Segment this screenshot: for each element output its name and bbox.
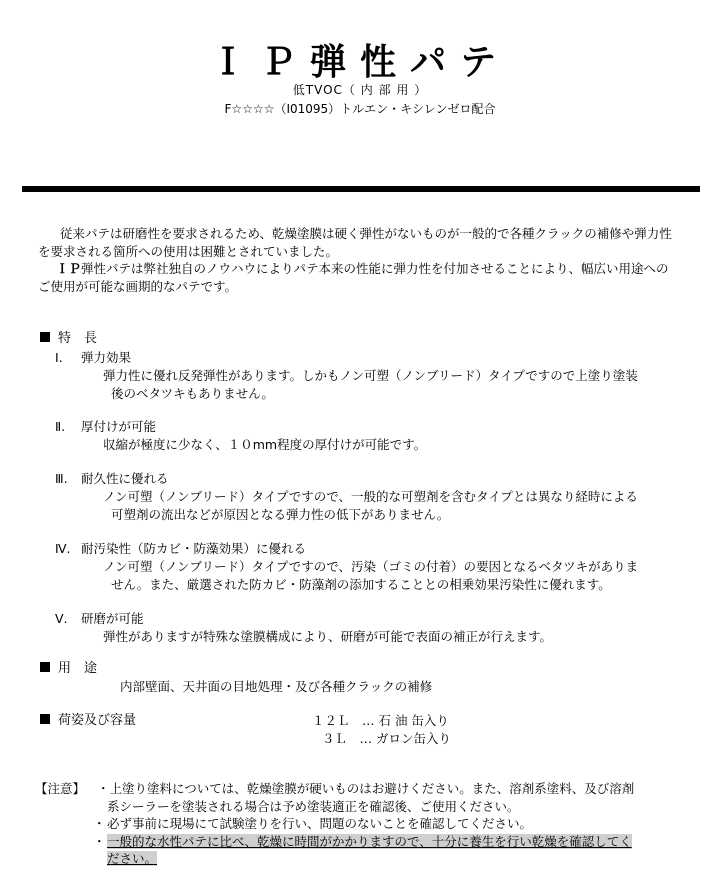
note-bullet: ・ <box>93 833 106 849</box>
square-bullet-icon <box>40 332 50 342</box>
feature-number: Ⅰ. <box>55 350 63 365</box>
feature-item <box>55 349 685 403</box>
note-2-text: 必ず事前に現場にて試験塗りを行い、問題のないことを確認してください。 <box>107 816 533 831</box>
feature-title: 弾力効果 <box>81 350 132 365</box>
features-heading: 特 長 <box>40 330 97 348</box>
usage-heading: 用 途 <box>40 660 97 678</box>
note-1-line-1: ・上塗り塗料については、乾燥塗膜が硬いものはお避けください。また、溶剤系塗料、及び溶剤 <box>97 781 635 796</box>
feature-desc-line: 後のベタツキもありません。 <box>111 386 274 401</box>
feature-number: Ⅳ. <box>55 541 71 556</box>
packaging-heading: 荷姿及び容量 <box>40 712 136 730</box>
feature-title: 耐久性に優れる <box>81 471 169 486</box>
feature-desc-line: 可塑剤の流出などが原因となる弾力性の低下がありません。 <box>111 507 450 522</box>
note-bullet: ・ <box>93 816 106 831</box>
feature-number: Ⅲ. <box>55 471 68 486</box>
feature-title: 耐汚染性（防カビ・防藻効果）に優れる <box>81 541 307 556</box>
feature-desc-line: 弾力性に優れ反発弾性があります。しかもノン可塑（ノンブリード）タイプですので上塗り塗装 <box>103 368 638 383</box>
feature-item <box>55 540 685 594</box>
product-grade: F☆☆☆☆（I01095）トルエン・キシレンゼロ配合 <box>224 102 496 116</box>
product-title: ＩＰ弾性パテ <box>209 41 510 83</box>
feature-title: 厚付けが可能 <box>81 419 157 434</box>
intro-paragraph-1: 従来パテは研磨性を要求されるため、乾燥塗膜は硬く弾性がないものが一般的で各種クラックの補修や弾力性を要求される箇所への使用は困難とされていました。 <box>38 226 672 259</box>
feature-number: Ⅴ. <box>55 611 68 626</box>
feature-number: Ⅱ. <box>55 419 66 434</box>
feature-desc-line: 弾性がありますが特殊な塗膜構成により、研磨が可能で表面の補正が行えます。 <box>103 629 553 644</box>
feature-desc-line: ノン可塑（ノンブリード）タイプですので、一般的な可塑剤を含むタイプとは異なり経時による <box>103 489 638 504</box>
header-divider <box>22 186 700 192</box>
feature-item <box>55 470 685 524</box>
feature-desc-line: せん。また、厳選された防カビ・防藻剤の添加することとの相乗効果汚染性に優れます。 <box>111 577 611 592</box>
note-1-line-2: 系シーラーを塗装される場合は予め塗装適正を確認後、ご使用ください。 <box>107 798 520 814</box>
brand-mark: ＩＰ <box>56 261 82 276</box>
note-1 <box>35 780 695 815</box>
intro-text <box>40 225 680 295</box>
note-3 <box>35 833 695 868</box>
feature-item <box>55 610 685 646</box>
intro-paragraph-2-text: 弾性パテは弊社独自のノウハウによりパテ本来の性能に弾力性を付加させることにより、幅広い用途へのご使用が可能な画期的なパテです。 <box>38 261 669 294</box>
square-bullet-icon <box>40 662 50 672</box>
note-2 <box>35 815 695 833</box>
packaging-row: ３Ｌ … ガロン缶入り <box>318 731 451 746</box>
note-3-line-1: 一般的な水性パテに比べ、乾燥に時間がかかりますので、十分に養生を行い乾燥を確認してく <box>107 833 632 849</box>
feature-title: 研磨が可能 <box>81 611 144 626</box>
intro-paragraph-2 <box>38 260 680 295</box>
feature-item <box>55 418 685 454</box>
note-3-line-2: ださい。 <box>107 851 158 866</box>
usage-body: 内部壁面、天井面の目地処理・及び各種クラックの補修 <box>120 679 433 694</box>
notes-label: 【注意】 <box>35 781 86 796</box>
packaging-row: １２Ｌ … 石 油 缶入り <box>312 713 449 728</box>
feature-desc-line: ノン可塑（ノンブリード）タイプですので、汚染（ゴミの付着）の要因となるベタツキがありま <box>103 559 639 574</box>
square-bullet-icon <box>40 714 50 724</box>
feature-desc-line: 収縮が極度に少なく、１０mm程度の厚付けが可能です。 <box>103 437 427 452</box>
notes-block <box>35 780 695 868</box>
product-subtitle: 低TVOC（ 内 部 用 ） <box>292 83 428 97</box>
